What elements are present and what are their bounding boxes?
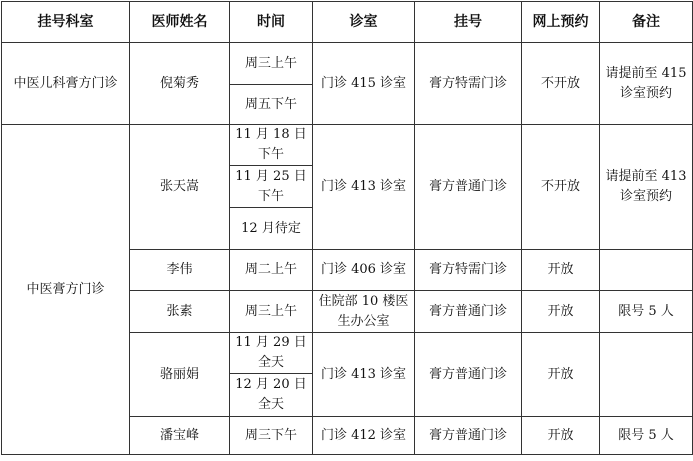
online-booking-cell: 开放 — [522, 417, 600, 455]
note-cell — [600, 333, 693, 417]
online-booking-cell: 开放 — [522, 291, 600, 333]
note-cell: 请提前至 415 诊室预约 — [600, 43, 693, 125]
registration-cell: 膏方普通门诊 — [415, 125, 522, 250]
header-online-booking: 网上预约 — [522, 2, 600, 43]
time-slot: 12 月 20 日全天 — [230, 374, 313, 417]
department-cell: 中医膏方门诊 — [2, 125, 130, 455]
time-slot: 周五下午 — [230, 85, 313, 125]
time-slot: 11 月 18 日下午 — [230, 125, 313, 166]
time-slot: 周三上午 — [230, 43, 313, 85]
room-cell: 门诊 413 诊室 — [313, 125, 415, 250]
header-department: 挂号科室 — [2, 2, 130, 43]
table-row — [2, 125, 693, 166]
registration-cell: 膏方普通门诊 — [415, 291, 522, 333]
doctor-name: 张素 — [130, 291, 230, 333]
doctor-name: 倪菊秀 — [130, 43, 230, 125]
header-registration: 挂号 — [415, 2, 522, 43]
table-row — [2, 43, 693, 85]
room-cell: 门诊 406 诊室 — [313, 250, 415, 291]
note-cell: 限号 5 人 — [600, 417, 693, 455]
registration-cell: 膏方普通门诊 — [415, 417, 522, 455]
header-room: 诊室 — [313, 2, 415, 43]
doctor-name: 潘宝峰 — [130, 417, 230, 455]
online-booking-cell: 开放 — [522, 333, 600, 417]
online-booking-cell: 开放 — [522, 250, 600, 291]
time-slot: 11 月 25 日下午 — [230, 166, 313, 208]
time-slot: 周三上午 — [230, 291, 313, 333]
room-cell: 门诊 413 诊室 — [313, 333, 415, 417]
clinic-schedule-table — [1, 1, 693, 455]
header-note: 备注 — [600, 2, 693, 43]
registration-cell: 膏方普通门诊 — [415, 333, 522, 417]
note-cell: 请提前至 413 诊室预约 — [600, 125, 693, 250]
doctor-name: 骆丽娟 — [130, 333, 230, 417]
room-cell: 门诊 415 诊室 — [313, 43, 415, 125]
department-cell: 中医儿科膏方门诊 — [2, 43, 130, 125]
time-slot: 12 月待定 — [230, 208, 313, 250]
time-slot: 周三下午 — [230, 417, 313, 455]
header-row — [2, 2, 693, 43]
time-slot: 周二上午 — [230, 250, 313, 291]
room-cell: 门诊 412 诊室 — [313, 417, 415, 455]
note-cell — [600, 250, 693, 291]
doctor-name: 张天嵩 — [130, 125, 230, 250]
online-booking-cell: 不开放 — [522, 43, 600, 125]
doctor-name: 李伟 — [130, 250, 230, 291]
time-slot: 11 月 29 日全天 — [230, 333, 313, 374]
room-cell: 住院部 10 楼医生办公室 — [313, 291, 415, 333]
registration-cell: 膏方特需门诊 — [415, 43, 522, 125]
online-booking-cell: 不开放 — [522, 125, 600, 250]
header-doctor: 医师姓名 — [130, 2, 230, 43]
header-time: 时间 — [230, 2, 313, 43]
note-cell: 限号 5 人 — [600, 291, 693, 333]
registration-cell: 膏方特需门诊 — [415, 250, 522, 291]
